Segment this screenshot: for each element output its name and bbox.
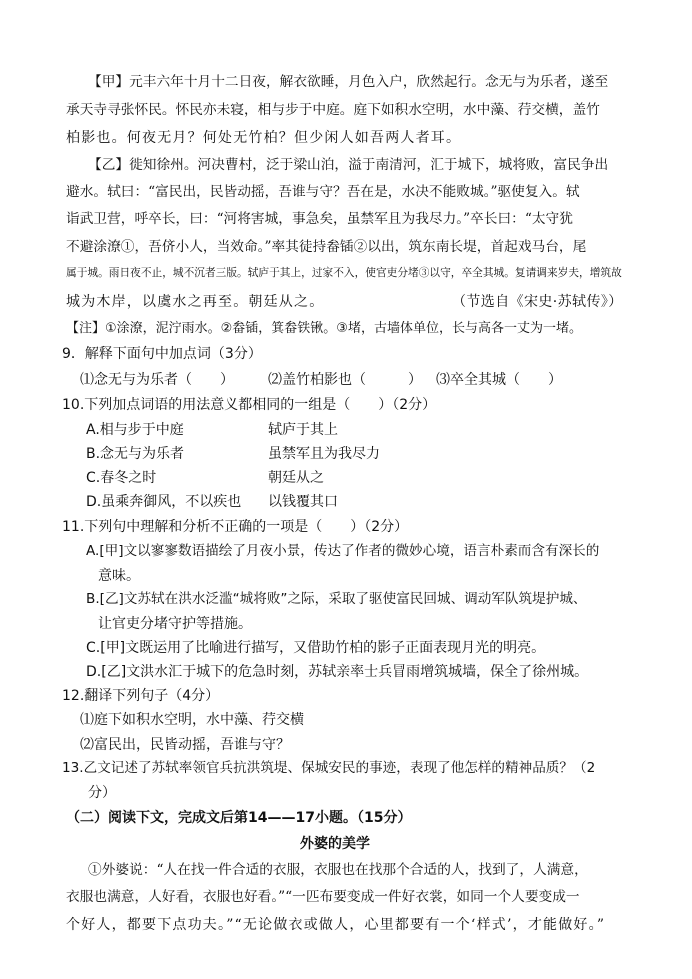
question-11-line-1: A.[甲]文以寥寥数语描绘了月夜小景，传达了作者的微妙心境，语言朴素而含有深长的 [86, 543, 600, 559]
question-10-option-c-left: C.春冬之时 [86, 470, 157, 486]
passage-yi-line-1: 【乙】徙知徐州。河决曹村，泛于梁山泊，溢于南清河，汇于城下，城将败，富民争出 [88, 157, 609, 173]
passage-yi-line-4: 不避涂潦①，吾侪小人，当效命。”率其徒持畚锸②以出，筑东南长堤，首起戏马台，尾 [66, 239, 587, 255]
passage-yi-line-2: 避水。轼曰：“富民出，民皆动摇，吾谁与守？吾在是，水决不能败城。”驱使复入。轼 [66, 184, 580, 200]
passage-jia-line-1: 【甲】元丰六年十月十二日夜，解衣欲睡，月色入户，欣然起行。念无与为乐者，遂至 [88, 74, 609, 90]
question-11-stem: 11.下列句中理解和分析不正确的一项是（ ）（2分） [62, 519, 409, 535]
question-13-line-1: 13.乙文记述了苏轼率领官兵抗洪筑堤、保城安民的事迹，表现了他怎样的精神品质？（2 [62, 760, 596, 776]
article-paragraph-1-line-2: 衣服也满意，人好看，衣服也好看。”“一匹布要变成一件好衣裳，如同一个人要变成一 [66, 889, 580, 905]
question-12-stem: 12.翻译下列句子（4分） [62, 688, 220, 704]
question-10-option-b-left: B.念无与为乐者 [86, 446, 185, 462]
passage-jia-line-2: 承天寺寻张怀民。怀民亦未寝，相与步于中庭。庭下如积水空明，水中藻、荇交横，盖竹 [66, 102, 600, 118]
article-paragraph-1-line-1: ①外婆说：“人在找一件合适的衣服，衣服也在找那个合适的人，找到了，人满意， [88, 862, 588, 878]
question-9-item-1: ⑴念无与为乐者（ ） [80, 372, 234, 388]
annotation-note: 【注】①涂潦，泥泞雨水。②畚锸，箕畚铁锹。③堵，古墙体单位，长与高各一丈为一堵。 [66, 321, 582, 336]
question-12-item-1: ⑴庭下如积水空明，水中藻、荇交横 [80, 712, 304, 728]
passage-jia-line-3: 柏影也。何夜无月？何处无竹柏？但少闲人如吾两人者耳。 [66, 130, 462, 146]
question-13-line-2: 分） [88, 785, 116, 801]
question-10-option-d-right: 以钱覆其口 [268, 494, 338, 510]
passage-yi-line-6: 城为木岸，以虞水之再至。朝廷从之。 [66, 294, 325, 310]
question-11-line-6: D.[乙]文洪水汇于城下的危急时刻，苏轼亲率士兵冒雨增筑城墙，保全了徐州城。 [86, 664, 589, 680]
question-9-stem: 9．解释下面句中加点词（3分） [62, 346, 262, 362]
section-2-heading: （二）阅读下文，完成文后第14——17小题。（15分） [66, 810, 412, 826]
question-9-item-3: ⑶卒全其城（ ） [436, 372, 562, 388]
question-10-option-b-right: 虽禁军且为我尽力 [268, 446, 380, 462]
question-11-line-2: 意味。 [98, 568, 140, 584]
question-12-item-2: ⑵富民出，民皆动摇，吾谁与守？ [80, 737, 290, 753]
question-10-option-a-right: 轼庐于其上 [268, 422, 338, 438]
article-paragraph-1-line-3: 个好人，都要下点功夫。”“无论做衣或做人，心里都要有一个‘样式’，才能做好。” [66, 917, 606, 933]
question-10-option-c-right: 朝廷从之 [268, 470, 324, 486]
question-10-option-a-left: A.相与步于中庭 [86, 422, 184, 438]
question-10-option-d-left: D.虽乘奔御风，不以疾也 [86, 494, 242, 510]
question-11-line-3: B.[乙]文苏轼在洪水泛滥“城将败”之际，采取了驱使富民回城、调动军队筑堤护城、 [86, 591, 587, 607]
question-9-item-2: ⑵盖竹柏影也（ ） [268, 372, 422, 388]
question-11-line-4: 让官吏分堵守护等措施。 [98, 616, 252, 632]
question-11-line-5: C.[甲]文既运用了比喻进行描写，又借助竹柏的影子正面表现月光的明亮。 [86, 640, 546, 656]
passage-yi-line-3: 诣武卫营，呼卒长，曰：“河将害城，事急矣，虽禁军且为我尽力。”卒长曰：“太守犹 [66, 211, 573, 227]
article-title: 外婆的美学 [300, 836, 370, 852]
passage-yi-line-5: 属于城。雨日夜不止，城不沉者三版。轼庐于其上，过家不入，使官吏分堵③以守，卒全其城。复请调来岁夫，增筑故 [66, 266, 622, 279]
passage-source: （节选自《宋史·苏轼传》） [452, 294, 623, 310]
question-10-stem: 10.下列加点词语的用法意义都相同的一组是（ ）（2分） [62, 397, 437, 413]
